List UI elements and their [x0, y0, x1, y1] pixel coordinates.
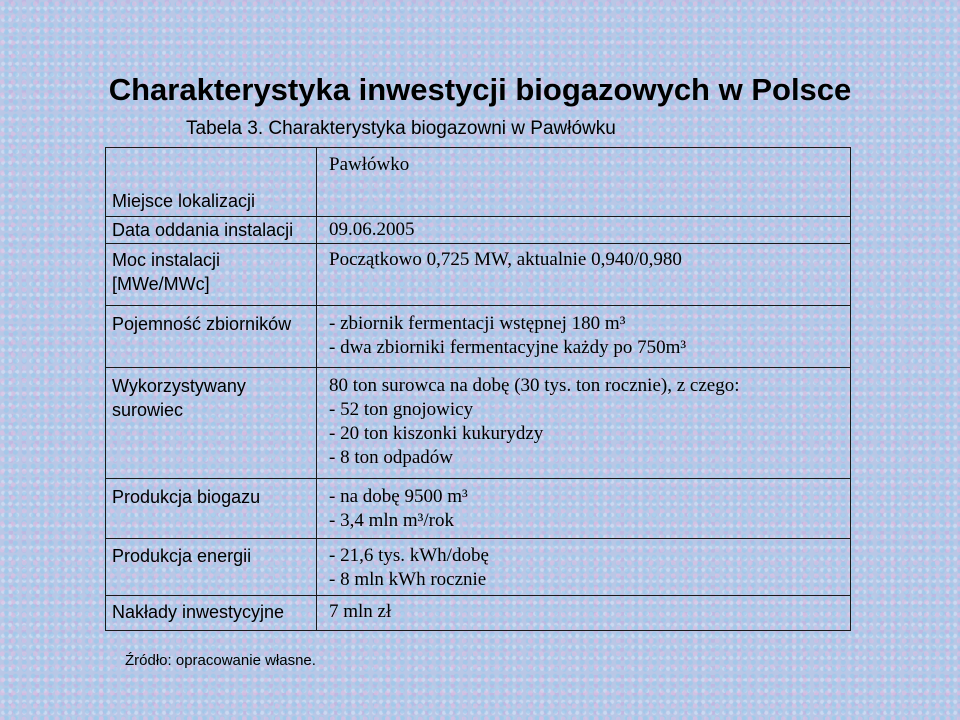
value-line: - na dobę 9500 m³: [329, 486, 468, 507]
value-line: - 8 mln kWh rocznie: [329, 569, 487, 590]
value-line: - dwa zbiorniki fermentacyjne każdy po 750m³: [329, 337, 687, 358]
table-row: [106, 539, 851, 596]
value-line: Pawłówko: [329, 154, 410, 175]
label-line: Miejsce lokalizacji: [112, 191, 256, 211]
row-label-power: [106, 244, 317, 306]
value-line: - 20 ton kiszonki kukurydzy: [329, 423, 544, 444]
value-line: - zbiornik fermentacji wstępnej 180 m³: [329, 313, 626, 334]
label-line: Data oddania instalacji: [112, 220, 294, 240]
value-line: 09.06.2005: [329, 219, 415, 240]
table-row: [106, 306, 851, 368]
label-line: Moc instalacji: [112, 250, 221, 270]
row-label-energy-production: [106, 539, 317, 596]
row-label-location: [106, 148, 317, 217]
table-row: [106, 368, 851, 479]
row-value-tank-capacity: [317, 306, 851, 368]
row-value-location: [317, 148, 851, 217]
table-caption: Tabela 3. Charakterystyka biogazowni w Pawłówku: [186, 118, 616, 139]
row-label-biogas-production: [106, 479, 317, 539]
row-label-investment: [106, 596, 317, 631]
table-row: [106, 244, 851, 306]
row-label-feedstock: [106, 368, 317, 479]
row-label-tank-capacity: [106, 306, 317, 368]
row-value-commission-date: [317, 217, 851, 244]
label-line: Wykorzystywany: [112, 376, 246, 396]
value-line: - 8 ton odpadów: [329, 447, 454, 468]
row-value-investment: [317, 596, 851, 631]
label-line: Pojemność zbiorników: [112, 314, 292, 334]
label-line: [MWe/MWc]: [112, 274, 210, 294]
source-note: Źródło: opracowanie własne.: [125, 652, 316, 669]
table-row: [106, 148, 851, 217]
value-line: Początkowo 0,725 MW, aktualnie 0,940/0,980: [329, 249, 682, 270]
value-line: 7 mln zł: [329, 601, 392, 622]
page-title: Charakterystyka inwestycji biogazowych w Polsce: [108, 72, 852, 107]
table-row: [106, 217, 851, 244]
value-line: - 3,4 mln m³/rok: [329, 510, 454, 531]
value-line: 80 ton surowca na dobę (30 tys. ton rocznie), z czego:: [329, 375, 740, 396]
biogas-plant-table: [105, 147, 851, 631]
table-row: [106, 596, 851, 631]
value-line: - 52 ton gnojowicy: [329, 399, 474, 420]
label-line: Nakłady inwestycyjne: [112, 602, 285, 622]
label-line: surowiec: [112, 400, 184, 420]
value-line: - 21,6 tys. kWh/dobę: [329, 545, 489, 566]
row-label-commission-date: [106, 217, 317, 244]
label-line: Produkcja biogazu: [112, 487, 261, 507]
row-value-biogas-production: [317, 479, 851, 539]
row-value-power: [317, 244, 851, 306]
row-value-feedstock: [317, 368, 851, 479]
row-value-energy-production: [317, 539, 851, 596]
label-line: Produkcja energii: [112, 546, 252, 566]
table-row: [106, 479, 851, 539]
